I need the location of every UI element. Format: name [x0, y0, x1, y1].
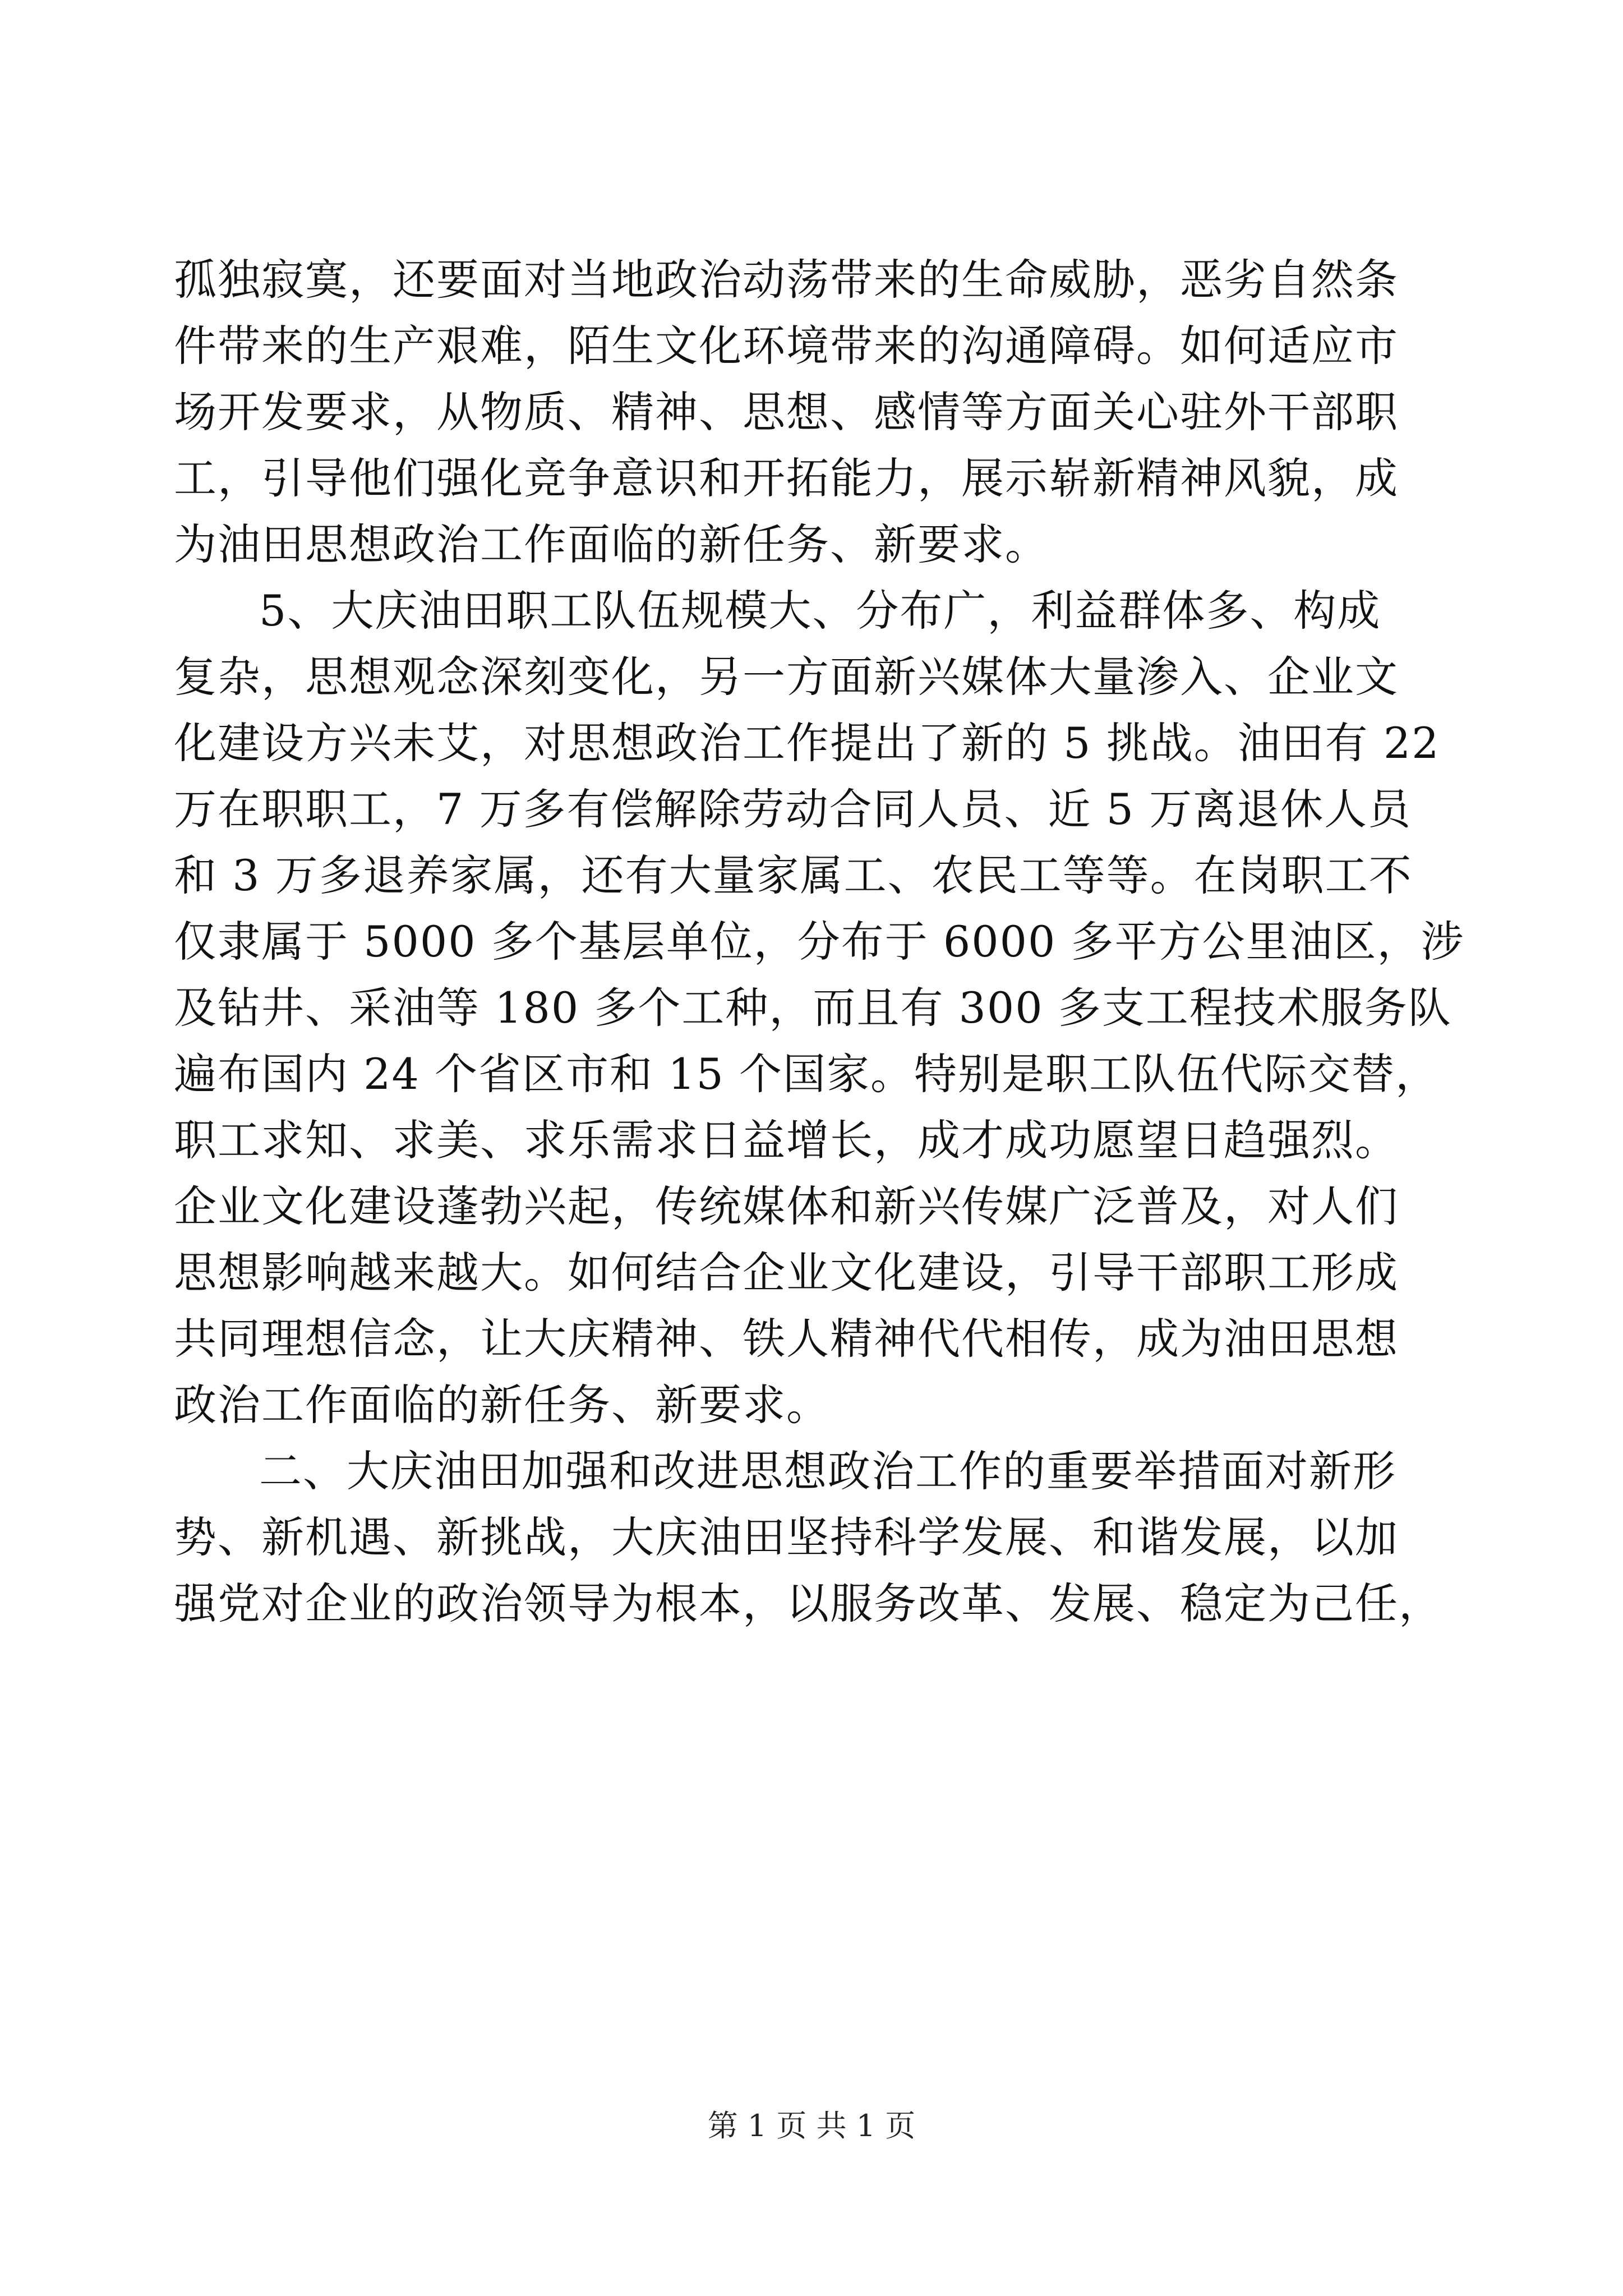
- text-line: 共同理想信念，让大庆精神、铁人精神代代相传，成为油田思想: [174, 1314, 1399, 1364]
- text-line: 场开发要求，从物质、精神、思想、感情等方面关心驻外干部职: [174, 387, 1399, 437]
- text-line: 企业文化建设蓬勃兴起，传统媒体和新兴传媒广泛普及，对人们: [174, 1181, 1399, 1231]
- paragraph-1: [174, 247, 1450, 578]
- text-line: 万在职职工，7 万多有偿解除劳动合同人员、近 5 万离退休人员: [174, 784, 1412, 834]
- text-line: 和 3 万多退养家属，还有大量家属工、农民工等等。在岗职工不: [174, 850, 1413, 900]
- text-line: 思想影响越来越大。如何结合企业文化建设，引导干部职工形成: [174, 1248, 1399, 1297]
- text-line: 职工求知、求美、求乐需求日益增长，成才成功愿望日趋强烈。: [174, 1115, 1399, 1165]
- text-line: 5、大庆油田职工队伍规模大、分布广，利益群体多、构成: [259, 586, 1381, 636]
- text-line: 化建设方兴未艾，对思想政治工作提出了新的 5 挑战。油田有 22: [174, 718, 1440, 768]
- document-body: [174, 247, 1465, 1637]
- text-line: 孤独寂寞，还要面对当地政治动荡带来的生命威胁，恶劣自然条: [174, 255, 1399, 305]
- text-line: 势、新机遇、新挑战，大庆油田坚持科学发展、和谐发展，以加: [174, 1512, 1399, 1562]
- paragraph-3: [174, 1438, 1450, 1637]
- page-number-footer: 第 1 页 共 1 页: [707, 2108, 916, 2143]
- text-line: 工，引导他们强化竞争意识和开拓能力，展示崭新精神风貌，成: [174, 453, 1399, 503]
- text-line: 强党对企业的政治领导为根本，以服务改革、发展、稳定为己任，: [174, 1579, 1442, 1628]
- text-line: 为油田思想政治工作面临的新任务、新要求。: [174, 519, 1049, 569]
- text-line: 及钻井、采油等 180 多个工种，而且有 300 多支工程技术服务队: [174, 983, 1452, 1033]
- text-line: 复杂，思想观念深刻变化，另一方面新兴媒体大量渗入、企业文: [174, 652, 1399, 702]
- text-line: 仅隶属于 5000 多个基层单位，分布于 6000 多平方公里油区，涉: [174, 917, 1465, 967]
- paragraph-2: [174, 578, 1465, 1438]
- text-line: 遍布国内 24 个省区市和 15 个国家。特别是职工队伍代际交替，: [174, 1049, 1440, 1099]
- section-heading-line: 二、大庆油田加强和改进思想政治工作的重要举措面对新形: [259, 1446, 1396, 1496]
- text-line: 政治工作面临的新任务、新要求。: [174, 1380, 830, 1430]
- text-line: 件带来的生产艰难，陌生文化环境带来的沟通障碍。如何适应市: [174, 321, 1399, 371]
